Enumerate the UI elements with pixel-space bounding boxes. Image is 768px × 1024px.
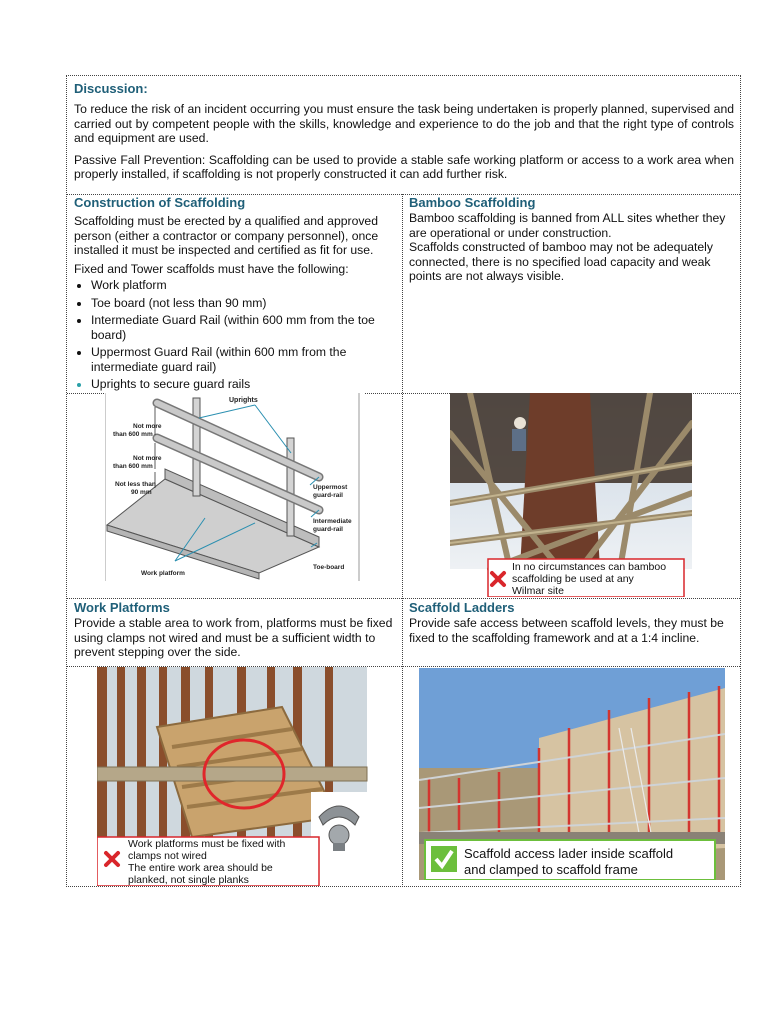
bamboo-caption-line: scaffolding be used at any [512, 573, 634, 585]
bamboo-paragraph: Bamboo scaffolding is banned from ALL sites whether they are operational or under construction. [409, 211, 726, 240]
scaffold-diagram [105, 393, 365, 581]
label-uppermost: guard-rail [313, 492, 343, 499]
construction-heading: Construction of Scaffolding [74, 195, 246, 210]
discussion-paragraph: Passive Fall Prevention: Scaffolding can be used to provide a stable safe working platform or access to a work area when properly installed, if scaffolding is not properly constructed it can add further risk. [74, 152, 734, 181]
label-not-less-90: Not less than [115, 481, 156, 488]
scaffold-ladders-section [409, 600, 735, 665]
discussion-section [74, 81, 734, 193]
work-platform-caption-line: clamps not wired [128, 850, 207, 862]
work-platforms-heading: Work Platforms [74, 600, 170, 615]
label-uppermost: Uppermost [313, 484, 348, 491]
label-not-more-600: Not more [133, 423, 162, 430]
bamboo-photo-drawing [450, 393, 692, 597]
ladder-caption-line: and clamped to scaffold frame [464, 862, 638, 877]
scaffold-diagram-drawing [105, 393, 365, 581]
label-intermediate: Intermediate [313, 518, 352, 525]
requirements-list [74, 278, 396, 392]
discussion-heading: Discussion: [74, 81, 148, 96]
divider [67, 598, 740, 599]
work-platform-photo-drawing [97, 667, 372, 886]
divider [402, 194, 403, 887]
work-platform-caption-line: planked, not single planks [128, 874, 249, 886]
scaffold-ladder-photo [419, 668, 725, 880]
scaffold-ladders-paragraph: Provide safe access between scaffold levels, they must be fixed to the scaffolding framework and at a 1:4 incline. [409, 616, 724, 645]
bamboo-photo [450, 393, 692, 597]
scaffold-ladder-photo-drawing [419, 668, 725, 880]
label-toe-board: Toe-board [313, 564, 345, 571]
list-item: • Uprights to secure guard rails [91, 377, 396, 392]
bamboo-caption-line: Wilmar site [512, 585, 564, 597]
bamboo-paragraph: Scaffolds constructed of bamboo may not be adequately connected, there is no specified load capacity and weak points are not always visible. [409, 240, 713, 283]
label-uprights: Uprights [229, 397, 258, 404]
scaffolding-document [66, 75, 741, 887]
label-not-less-90: 90 mm [131, 489, 152, 496]
label-not-more-600: than 600 mm [113, 431, 153, 438]
work-platforms-paragraph: Provide a stable area to work from, platforms must be fixed using clamps not wired and must be a sufficient width to prevent stepping over the side. [74, 616, 393, 659]
list-item: • Work platform [91, 278, 396, 293]
work-platform-photo [97, 667, 372, 886]
list-item: • Toe board (not less than 90 mm) [91, 296, 396, 311]
construction-paragraph: Fixed and Tower scaffolds must have the following: [74, 261, 349, 276]
work-platform-caption-line: The entire work area should be [128, 862, 273, 874]
scaffold-ladders-heading: Scaffold Ladders [409, 600, 515, 615]
discussion-paragraph: To reduce the risk of an incident occurring you must ensure the task being undertaken is properly planned, supervised and carried out by competent people with the skills, knowledge and experience to do the job and that the right type of controls and equipment are used. [74, 102, 734, 145]
bamboo-section [409, 195, 735, 392]
label-work-platform: Work platform [141, 570, 185, 577]
work-platform-caption-line: Work platforms must be fixed with [128, 838, 286, 850]
bamboo-caption-line: In no circumstances can bamboo [512, 561, 667, 573]
label-not-more-600: Not more [133, 455, 162, 462]
construction-section [74, 195, 396, 392]
bamboo-heading: Bamboo Scaffolding [409, 195, 536, 210]
list-item: • Intermediate Guard Rail (within 600 mm from the toe board) [91, 313, 396, 342]
list-item: • Uppermost Guard Rail (within 600 mm from the intermediate guard rail) [91, 345, 396, 374]
label-intermediate: guard-rail [313, 526, 343, 533]
ladder-caption-line: Scaffold access lader inside scaffold [464, 846, 674, 861]
construction-paragraph: Scaffolding must be erected by a qualified and approved person (either a contractor or company personnel), once installed it must be inspected and certified as fit for use. [74, 214, 379, 257]
label-not-more-600: than 600 mm [113, 463, 153, 470]
work-platforms-section [74, 600, 396, 665]
